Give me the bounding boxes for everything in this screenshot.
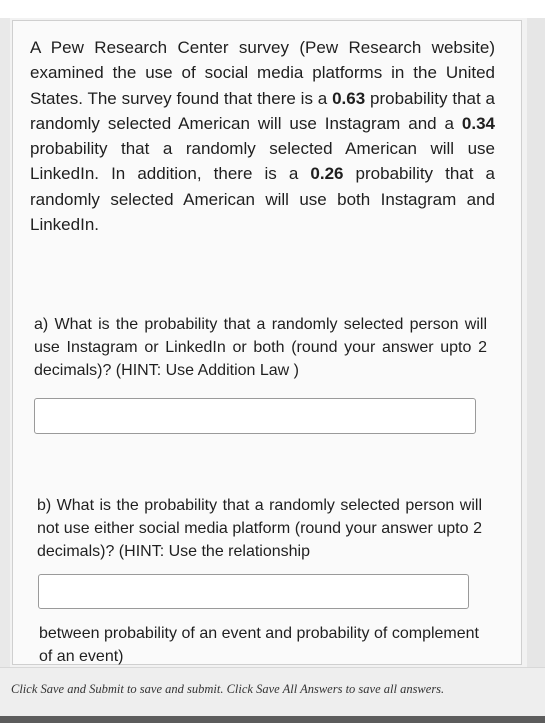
intro-text-4: probability that a randomly selected American will use both Instagram and LinkedIn. [30,164,496,235]
question-a-text: a) What is the probability that a randomly selected person will use Instagram or LinkedIn or both (round your answer upto 2 decimals)? (HINT: Use Addition Law ) [34,316,487,379]
right-margin [527,18,545,668]
answer-b-input[interactable] [38,574,469,609]
intro-text-2: probability that a randomly selected American will use Instagram and a [30,88,496,133]
intro-text-1: A Pew Research Center survey (Pew Research website) examined the use of social media platforms in the United States. The survey found that there is a [30,38,495,108]
instagram-probability: 0.63 [332,88,366,108]
left-margin [0,18,10,668]
answer-a-input[interactable] [34,398,476,434]
both-probability: 0.26 [310,164,344,184]
linkedin-probability: 0.34 [461,113,495,133]
save-instructions: Click Save and Submit to save and submit. Click Save All Answers to save all answers. [11,682,445,696]
problem-statement [30,35,495,237]
question-b-text: b) What is the probability that a randomly selected person will not use either social media platform (round your answer upto 2 decimals)? (HINT: Use the relationship [37,497,482,560]
question-b-text-continued: between probability of an event and probability of complement of an event) [39,625,479,665]
question-card [12,20,522,665]
intro-text-3: probability that a randomly selected American will use LinkedIn. In addition, there is a [30,139,495,184]
top-margin [0,0,545,18]
bottom-strip [0,716,545,723]
